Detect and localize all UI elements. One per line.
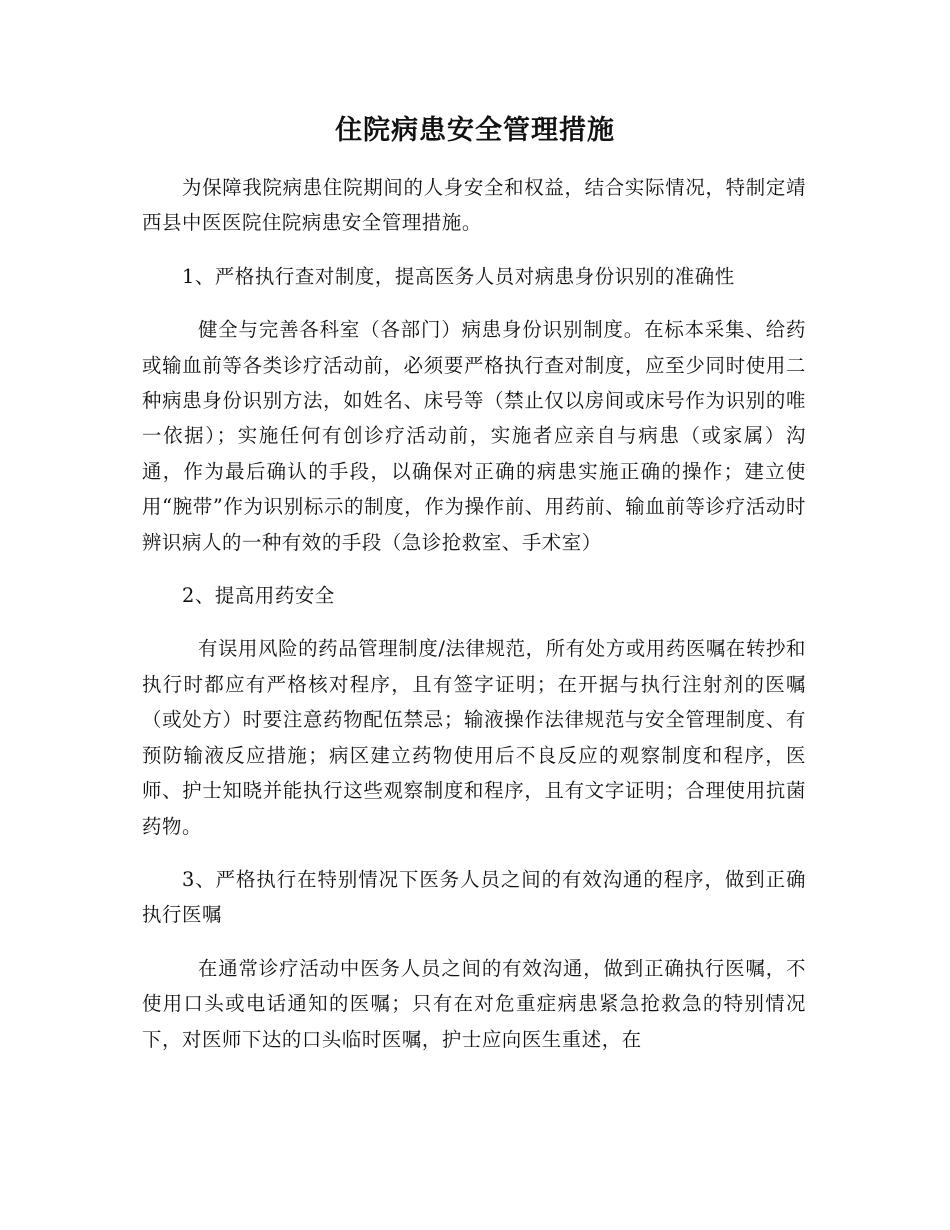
section-body-2: 有误用风险的药品管理制度/法律规范，所有处方或用药医嘱在转抄和执行时都应有严格核对程序，且有签字证明；在开据与执行注射剂的医嘱（或处方）时要注意药物配伍禁忌；输液操作法律规范与安全管理制度、有预防输液反应措施；病区建立药物使用后不良反应的观察制度和程序，医师、护士知晓并能执行这些观察制度和程序，且有文字证明；合理使用抗菌药物。 bbox=[142, 637, 806, 838]
intro-paragraph: 为保障我院病患住院期间的人身安全和权益，结合实际情况，特制定靖西县中医医院住院病患安全管理措施。 bbox=[142, 176, 806, 235]
section-heading-2: 2、提高用药安全 bbox=[182, 584, 335, 608]
document-body bbox=[142, 170, 806, 1057]
section-body-1: 健全与完善各科室（各部门）病患身份识别制度。在标本采集、给药或输血前等各类诊疗活动前，必须要严格执行查对制度，应至少同时使用二种病患身份识别方法，如姓名、床号等（禁止仅以房间或床号作为识别的唯一依据）；实施任何有创诊疗活动前，实施者应亲自与病患（或家属）沟通，作为最后确认的手段，以确保对正确的病患实施正确的操作；建立使用“腕带”作为识别标示的制度，作为操作前、用药前、输血前等诊疗活动时辨识病人的一种有效的手段（急诊抢救室、手术室） bbox=[142, 318, 806, 554]
section-body-3: 在通常诊疗活动中医务人员之间的有效沟通，做到正确执行医嘱，不使用口头或电话通知的医嘱；只有在对危重症病患紧急抢救急的特别情况下，对医师下达的口头临时医嘱，护士应向医生重述，在 bbox=[142, 956, 806, 1051]
section-heading-1: 1、严格执行查对制度，提高医务人员对病患身份识别的准确性 bbox=[182, 264, 735, 288]
page-title: 住院病患安全管理措施 bbox=[335, 115, 615, 146]
section-heading-3: 3、严格执行在特别情况下医务人员之间的有效沟通的程序，做到正确执行医嘱 bbox=[142, 867, 806, 927]
